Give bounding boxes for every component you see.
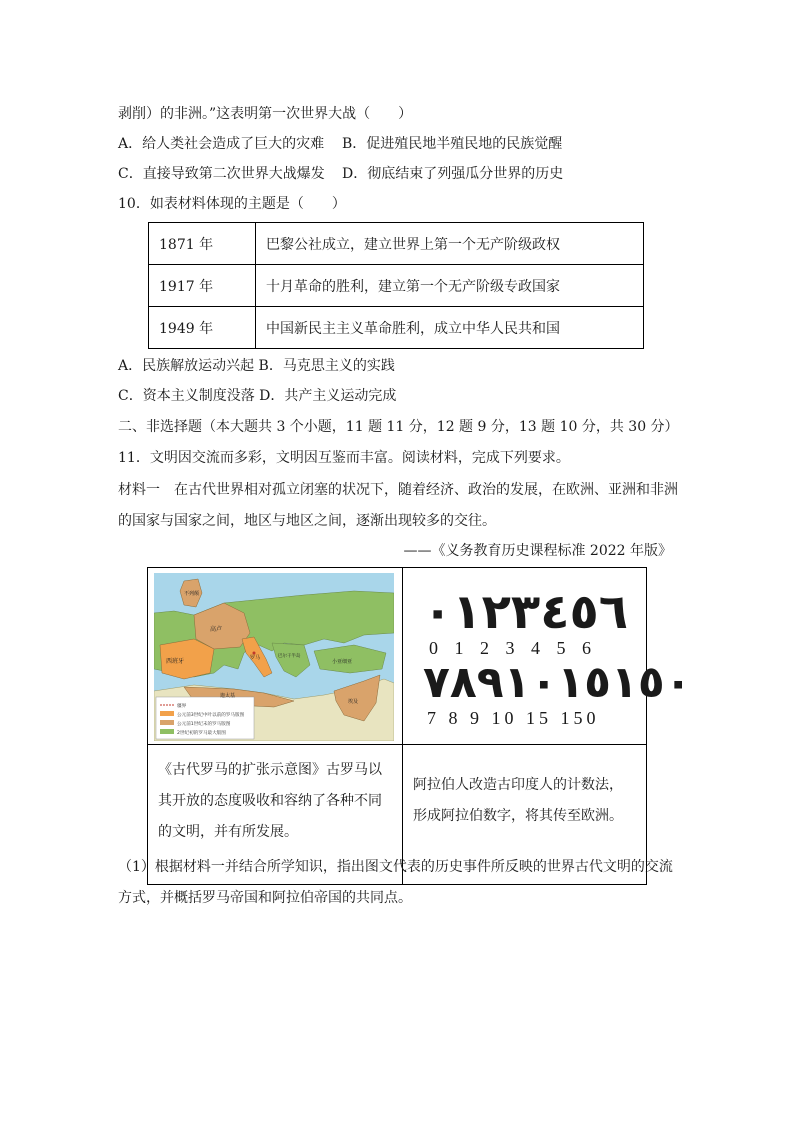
table-cell-event: 巴黎公社成立，建立世界上第一个无产阶级政权: [256, 223, 644, 265]
table-cell-year: 1917 年: [149, 265, 256, 307]
map-label-spain: 西班牙: [166, 658, 185, 665]
rome-marker-icon: [253, 652, 256, 655]
roman-expansion-map: [154, 573, 394, 741]
table-row: [149, 223, 644, 265]
q10-table: [148, 222, 644, 349]
table-row: [149, 265, 644, 307]
map-legend-border: 疆界: [177, 704, 187, 709]
western-digits-row2: 7 8 9 10 15 150: [427, 708, 600, 728]
table-cell-year: 1871 年: [149, 223, 256, 265]
map-legend-mid: 公元前1世纪末的罗马版图: [177, 722, 231, 727]
numerals-cell: [403, 568, 692, 745]
table-row: [149, 307, 644, 349]
q11-material-table: [147, 567, 692, 885]
q10-stem: 10．如表材料体现的主题是（ ）: [118, 196, 346, 212]
table-cell-event: 十月革命的胜利，建立第一个无产阶级专政国家: [256, 265, 644, 307]
map-label-egypt: 埃及: [348, 699, 359, 705]
map-legend-early: 公元前3世纪中叶以前的罗马版图: [177, 713, 245, 718]
arabic-digits-row1: ٠١٢٣٤٥٦: [423, 584, 629, 640]
material1-source: ——《义务教育历史课程标准 2022 年版》: [403, 543, 672, 559]
q10-options-cd[interactable]: C．资本主义制度没落 D．共产主义运动完成: [118, 388, 397, 404]
q9-option-b[interactable]: B．促进殖民地半殖民地的民族觉醒: [342, 136, 563, 152]
western-digits-row1: 0 1 2 3 4 5 6: [429, 638, 597, 658]
arabic-digits-row2: ٧٨٩١٠١٥١٥٠: [423, 657, 692, 708]
q9-option-d[interactable]: D．彻底结束了列强瓜分世界的历史: [342, 166, 564, 182]
q10-options-ab[interactable]: A．民族解放运动兴起 B．马克思主义的实践: [118, 358, 395, 374]
map-legend-max: 2世纪初的罗马最大版图: [177, 731, 226, 736]
table-cell-year: 1949 年: [149, 307, 256, 349]
q9-option-a[interactable]: A．给人类社会造成了巨大的灾难: [118, 136, 325, 152]
map-label-asia-minor: 小亚细亚: [332, 659, 353, 665]
map-label-gaul: 高卢: [210, 626, 223, 633]
numerals-figure: [423, 584, 692, 736]
q11-stem: 11．文明因交流而多彩，文明因互鉴而丰富。阅读材料，完成下列要求。: [118, 450, 570, 466]
sub-question-1-line1: （1）根据材料一并结合所学知识，指出图文代表的历史事件所反映的世界古代文明的交流: [118, 859, 673, 875]
map-label-carthage: 迦太基: [220, 693, 236, 699]
material1-line2: 的国家与国家之间，地区与地区之间，逐渐出现较多的交往。: [118, 513, 496, 529]
section-heading: 二、非选择题（本大题共 3 个小题，11 题 11 分，12 题 9 分，13 题 10 分，共 30 分）: [118, 419, 679, 435]
caption-right: 阿拉伯人改造古印度人的计数法，形成阿拉伯数字，将其传至欧洲。: [403, 745, 647, 885]
q9-option-c[interactable]: C．直接导致第二次世界大战爆发: [118, 166, 325, 182]
material1-line1: 材料一 在古代世界相对孤立闭塞的状况下，随着经济、政治的发展，在欧洲、亚洲和非洲: [118, 482, 678, 498]
sub-question-1-line2: 方式，并概括罗马帝国和阿拉伯帝国的共同点。: [118, 890, 412, 906]
caption-left: 《古代罗马的扩张示意图》古罗马以其开放的态度吸收和容纳了各种不同的文明，并有所发展。: [148, 745, 403, 885]
map-label-britain: 不列颠: [184, 591, 200, 597]
map-label-rome: 罗马: [250, 655, 261, 661]
map-cell: [148, 568, 403, 745]
map-label-balkans: 巴尔干半岛: [278, 654, 301, 659]
q9-tail: 剥削）的非洲。”这表明第一次世界大战（ ）: [118, 106, 413, 122]
table-cell-event: 中国新民主主义革命胜利，成立中华人民共和国: [256, 307, 644, 349]
